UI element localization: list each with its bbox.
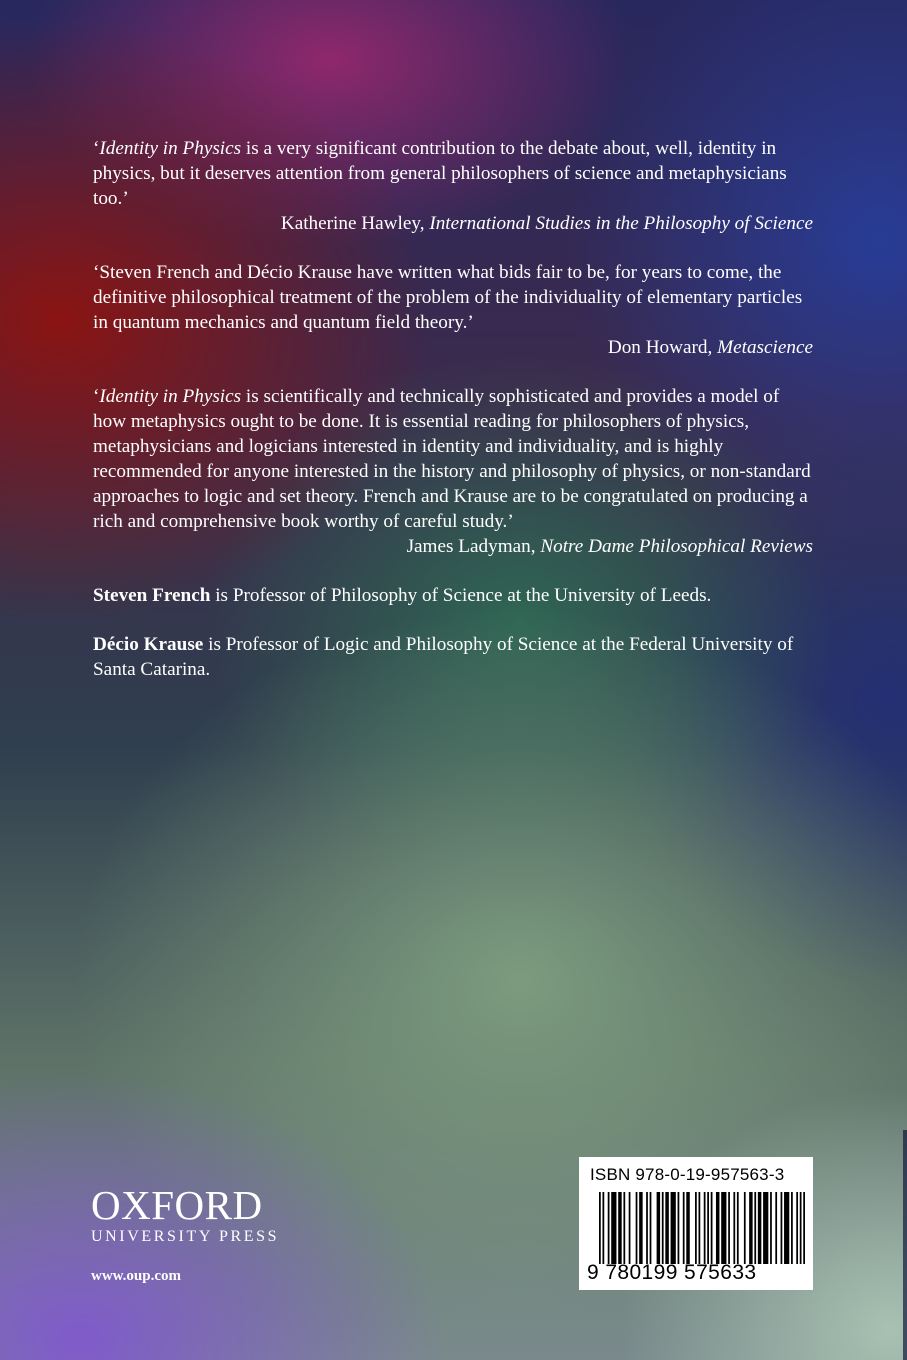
barcode-bar xyxy=(791,1192,793,1264)
barcode-bar xyxy=(636,1192,638,1264)
review-attribution xyxy=(93,335,813,360)
barcode-bar xyxy=(754,1192,756,1264)
barcode-bar xyxy=(650,1192,652,1264)
review-1 xyxy=(93,136,813,236)
publisher-name: OXFORD xyxy=(91,1182,263,1228)
author-name: Steven French xyxy=(93,585,211,606)
barcode-bar xyxy=(711,1192,713,1264)
barcode-bar xyxy=(744,1192,746,1264)
barcode-bar xyxy=(608,1192,610,1264)
publisher-subtitle: UNIVERSITY PRESS xyxy=(91,1228,280,1245)
barcode-bar xyxy=(800,1192,802,1264)
review-2 xyxy=(93,260,813,360)
barcode-bar xyxy=(699,1192,701,1264)
author-name: Décio Krause xyxy=(93,634,204,655)
barcode-bar xyxy=(770,1192,772,1264)
barcode-bar xyxy=(611,1192,616,1264)
barcode-bar xyxy=(657,1192,660,1264)
barcode-bar xyxy=(803,1192,805,1264)
publisher-website: www.oup.com xyxy=(91,1268,182,1284)
barcode-bar xyxy=(704,1192,706,1264)
quote-lead: ‘ xyxy=(93,138,100,159)
barcode-bar xyxy=(763,1192,768,1264)
barcode-bar xyxy=(686,1192,689,1264)
barcode-bar xyxy=(758,1192,761,1264)
barcode-bar xyxy=(784,1192,789,1264)
barcode-bar xyxy=(728,1192,730,1264)
review-source: International Studies in the Philosophy of Science xyxy=(429,213,813,234)
quote-rest: is scientifically and technically sophisticated and provides a model of how metaphysics ought to be done. It is essential reading for philosophers of physics, metaphysicians and logicians interested in identity and individuality, and is highly recommended for anyone interested in the history and philosophy of physics, or non-standard approaches to logic and set theory. French and Krause are to be congratulated on producing a rich and comprehensive book worthy of careful study.’ xyxy=(93,386,811,532)
review-quote xyxy=(93,136,813,211)
barcode-bar xyxy=(781,1192,783,1264)
barcode-bar xyxy=(602,1192,604,1264)
barcode-bar xyxy=(623,1192,625,1264)
barcode-bar xyxy=(662,1192,664,1264)
review-attribution xyxy=(93,211,813,236)
review-source: Notre Dame Philosophical Reviews xyxy=(540,536,813,557)
barcode-bar xyxy=(721,1192,726,1264)
barcode-bar xyxy=(796,1192,798,1264)
author-bio-text: is Professor of Logic and Philosophy of Science at the Federal University of Santa Catarina. xyxy=(93,634,794,680)
cover-edge xyxy=(903,1130,907,1360)
barcode-digits: 9 780199 575633 xyxy=(587,1261,757,1284)
barcode-bar xyxy=(671,1192,676,1264)
review-3 xyxy=(93,384,813,559)
barcode-bar xyxy=(733,1192,735,1264)
author-bio-text: is Professor of Philosophy of Science at the University of Leeds. xyxy=(210,585,712,606)
back-cover-text xyxy=(93,136,813,706)
quote-lead: ‘Steven French and Décio Krause have written what bids fair to be, for years to come, the definitive philosophical treatment of the problem of the individuality of elementary particles in quantum mechanics and quantum field theory.’ xyxy=(93,262,803,333)
quote-rest: is a very significant contribution to the debate about, well, identity in physics, but it deserves attention from general philosophers of science and metaphysicians too.’ xyxy=(93,138,787,209)
barcode-bar xyxy=(716,1192,719,1264)
barcode-bar xyxy=(695,1192,697,1264)
reviewer-name: James Ladyman, xyxy=(406,536,541,557)
barcode-bar xyxy=(707,1192,709,1264)
review-source: Metascience xyxy=(717,337,813,358)
review-quote xyxy=(93,260,813,335)
isbn-barcode xyxy=(579,1157,813,1290)
publisher-logo xyxy=(91,1182,301,1247)
barcode-bars xyxy=(599,1192,805,1264)
book-title: Identity in Physics xyxy=(99,138,242,159)
barcode-bar xyxy=(665,1192,668,1264)
barcode-bar xyxy=(775,1192,777,1264)
isbn-label: ISBN 978-0-19-957563-3 xyxy=(590,1165,785,1184)
barcode-bar xyxy=(618,1192,621,1264)
reviewer-name: Katherine Hawley, xyxy=(280,213,430,234)
reviewer-name: Don Howard, xyxy=(607,337,718,358)
barcode-bar xyxy=(683,1192,685,1264)
barcode-bar xyxy=(639,1192,642,1264)
author-bio-krause xyxy=(93,632,813,682)
barcode-bar xyxy=(646,1192,648,1264)
barcode-bar xyxy=(599,1192,601,1264)
barcode-bar xyxy=(678,1192,680,1264)
barcode-bar xyxy=(737,1192,739,1264)
book-title: Identity in Physics xyxy=(99,386,242,407)
review-attribution xyxy=(93,534,813,559)
author-bio-french xyxy=(93,583,813,608)
barcode-bar xyxy=(629,1192,631,1264)
quote-lead: ‘ xyxy=(93,386,100,407)
barcode-bar xyxy=(749,1192,752,1264)
review-quote xyxy=(93,384,813,534)
